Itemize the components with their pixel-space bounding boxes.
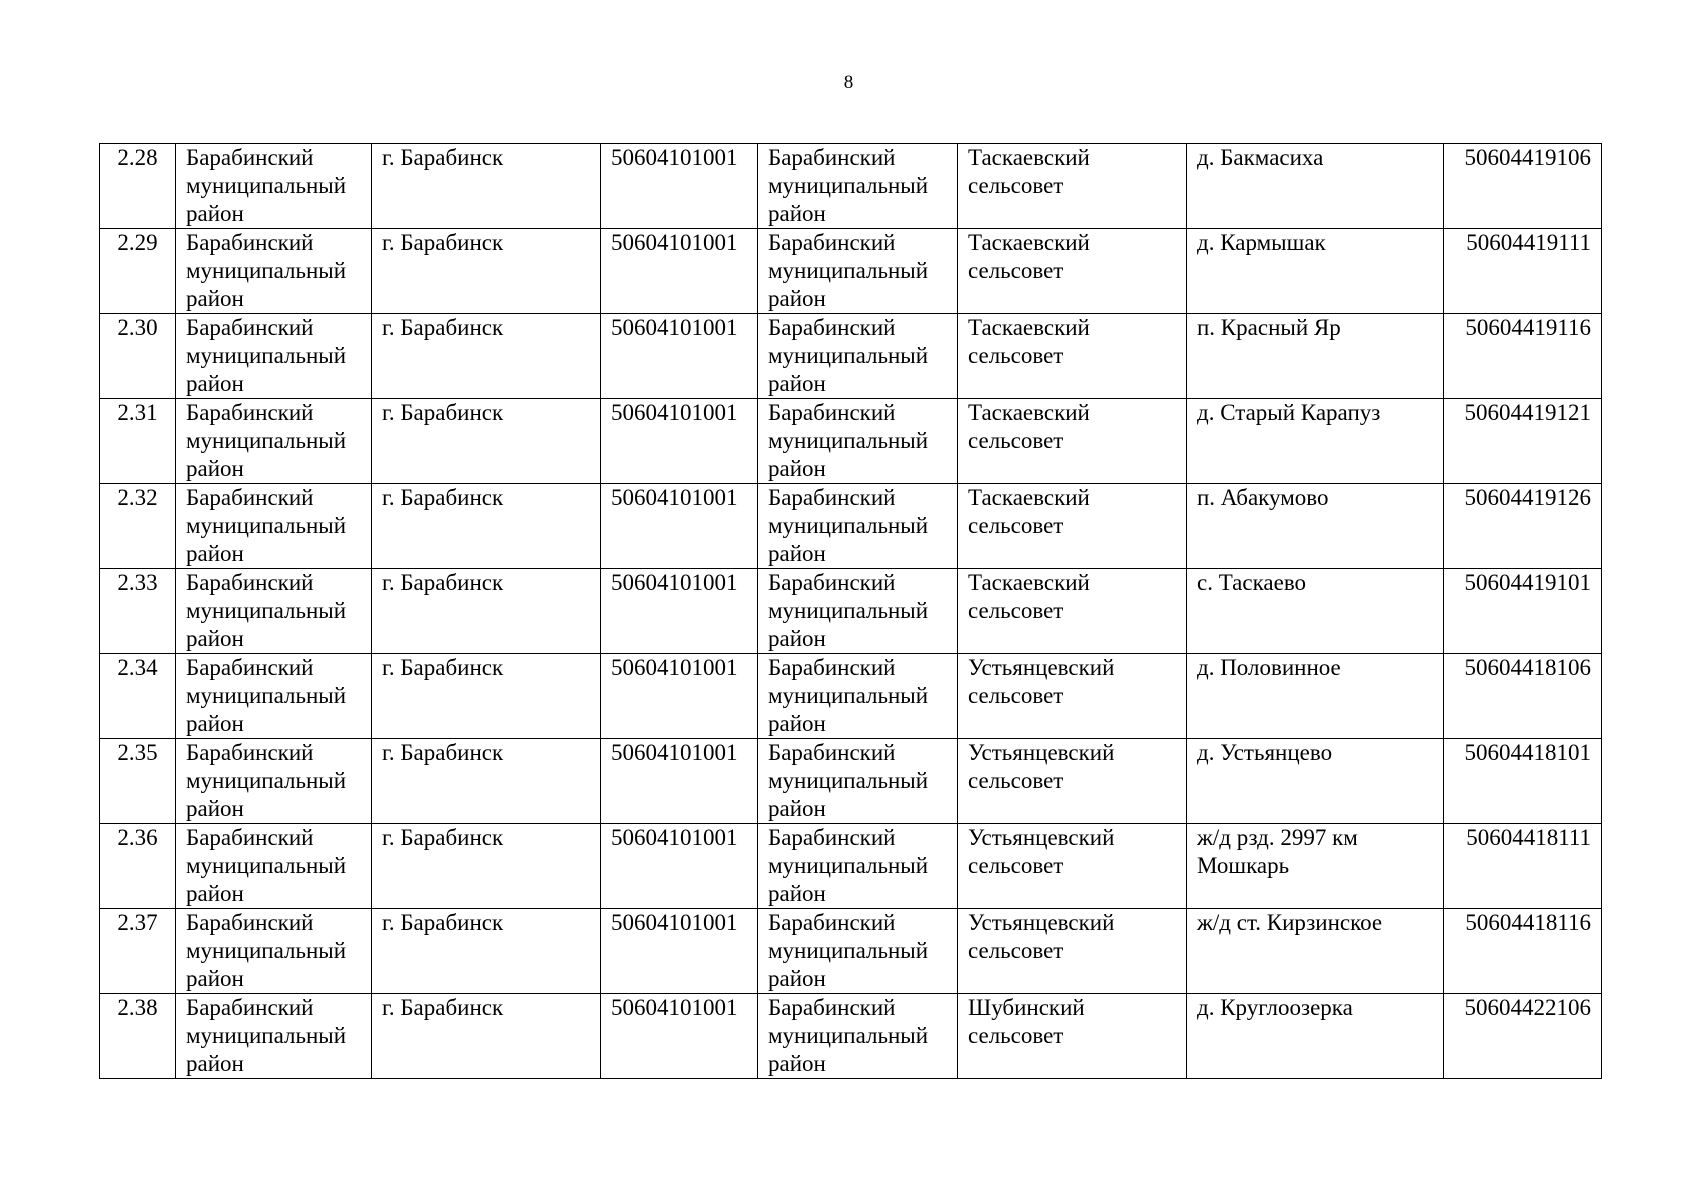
cell-text: 50604101001 <box>611 315 738 340</box>
table-row <box>100 739 1602 824</box>
municipal-district-2-cell <box>758 994 958 1079</box>
cell-text: 50604418106 <box>1464 655 1591 680</box>
city-cell <box>372 399 601 484</box>
cell-text: Таскаевский сельсовет <box>968 400 1090 453</box>
cell-text: Барабинский муниципальный район <box>768 570 929 651</box>
table-body <box>100 144 1602 1079</box>
municipal-district-2-cell <box>758 654 958 739</box>
municipal-district-cell <box>176 739 372 824</box>
cell-text: 2.32 <box>117 485 158 510</box>
cell-text: 2.37 <box>117 910 158 935</box>
municipal-district-cell <box>176 569 372 654</box>
cell-text: 50604101001 <box>611 485 738 510</box>
row-number-cell <box>100 824 176 909</box>
cell-text: 50604419126 <box>1464 485 1591 510</box>
city-code-cell <box>601 484 758 569</box>
row-number-cell <box>100 654 176 739</box>
cell-text: 50604419111 <box>1466 230 1591 255</box>
table-row <box>100 654 1602 739</box>
cell-text: 2.36 <box>117 825 158 850</box>
city-cell <box>372 484 601 569</box>
settlement-code-cell <box>1444 144 1602 229</box>
cell-text: Таскаевский сельсовет <box>968 485 1090 538</box>
city-cell <box>372 144 601 229</box>
city-code-cell <box>601 994 758 1079</box>
city-code-cell <box>601 314 758 399</box>
settlement-cell <box>1187 484 1444 569</box>
city-code-cell <box>601 399 758 484</box>
cell-text: Устьянцевский сельсовет <box>968 910 1115 963</box>
cell-text: д. Устьянцево <box>1197 740 1333 765</box>
settlement-cell <box>1187 569 1444 654</box>
cell-text: д. Круглоозерка <box>1197 995 1353 1020</box>
settlement-cell <box>1187 739 1444 824</box>
municipal-district-2-cell <box>758 569 958 654</box>
cell-text: Барабинский муниципальный район <box>768 740 929 821</box>
cell-text: п. Абакумово <box>1197 485 1329 510</box>
rural-council-cell <box>958 994 1187 1079</box>
table-row <box>100 314 1602 399</box>
table-row <box>100 229 1602 314</box>
cell-text: 2.33 <box>117 570 158 595</box>
city-code-cell <box>601 229 758 314</box>
cell-text: п. Красный Яр <box>1197 315 1341 340</box>
settlement-code-cell <box>1444 824 1602 909</box>
rural-council-cell <box>958 739 1187 824</box>
settlement-code-cell <box>1444 484 1602 569</box>
cell-text: Барабинский муниципальный район <box>186 655 347 736</box>
cell-text: Барабинский муниципальный район <box>768 995 929 1076</box>
rural-council-cell <box>958 569 1187 654</box>
cell-text: 50604101001 <box>611 740 738 765</box>
cell-text: 50604101001 <box>611 400 738 425</box>
municipal-district-2-cell <box>758 909 958 994</box>
cell-text: Барабинский муниципальный район <box>768 655 929 736</box>
cell-text: 2.29 <box>117 230 158 255</box>
cell-text: Барабинский муниципальный район <box>186 570 347 651</box>
cell-text: Устьянцевский сельсовет <box>968 825 1115 878</box>
municipal-district-cell <box>176 484 372 569</box>
settlement-cell <box>1187 144 1444 229</box>
settlement-code-cell <box>1444 569 1602 654</box>
cell-text: 2.34 <box>117 655 158 680</box>
table-row <box>100 994 1602 1079</box>
cell-text: д. Старый Карапуз <box>1197 400 1381 425</box>
rural-council-cell <box>958 909 1187 994</box>
cell-text: Барабинский муниципальный район <box>768 400 929 481</box>
cell-text: 2.31 <box>117 400 158 425</box>
cell-text: 50604422106 <box>1464 995 1591 1020</box>
cell-text: Барабинский муниципальный район <box>768 230 929 311</box>
municipal-district-2-cell <box>758 314 958 399</box>
city-cell <box>372 314 601 399</box>
table-row <box>100 824 1602 909</box>
municipal-district-2-cell <box>758 399 958 484</box>
municipal-district-cell <box>176 144 372 229</box>
cell-text: 50604101001 <box>611 825 738 850</box>
city-code-cell <box>601 654 758 739</box>
cell-text: Барабинский муниципальный район <box>768 315 929 396</box>
cell-text: с. Таскаево <box>1197 570 1307 595</box>
cell-text: г. Барабинск <box>382 570 504 595</box>
cell-text: Барабинский муниципальный район <box>186 485 347 566</box>
city-code-cell <box>601 824 758 909</box>
cell-text: Таскаевский сельсовет <box>968 230 1090 283</box>
city-cell <box>372 824 601 909</box>
page-number: 8 <box>843 72 854 93</box>
row-number-cell <box>100 484 176 569</box>
settlement-code-cell <box>1444 314 1602 399</box>
settlement-cell <box>1187 994 1444 1079</box>
cell-text: 2.38 <box>117 995 158 1020</box>
municipal-district-cell <box>176 994 372 1079</box>
city-cell <box>372 569 601 654</box>
cell-text: 50604101001 <box>611 910 738 935</box>
city-cell <box>372 654 601 739</box>
cell-text: д. Половинное <box>1197 655 1341 680</box>
rural-council-cell <box>958 314 1187 399</box>
cell-text: 2.35 <box>117 740 158 765</box>
row-number-cell <box>100 144 176 229</box>
cell-text: Барабинский муниципальный район <box>186 400 347 481</box>
municipal-district-2-cell <box>758 739 958 824</box>
municipal-district-cell <box>176 229 372 314</box>
rural-council-cell <box>958 484 1187 569</box>
table-row <box>100 909 1602 994</box>
table-row <box>100 569 1602 654</box>
municipal-district-cell <box>176 314 372 399</box>
municipal-district-2-cell <box>758 824 958 909</box>
cell-text: ж/д ст. Кирзинское <box>1197 910 1383 935</box>
cell-text: г. Барабинск <box>382 230 504 255</box>
settlement-cell <box>1187 399 1444 484</box>
cell-text: Барабинский муниципальный район <box>186 145 347 226</box>
cell-text: Барабинский муниципальный район <box>186 910 347 991</box>
cell-text: Устьянцевский сельсовет <box>968 740 1115 793</box>
row-number-cell <box>100 909 176 994</box>
municipal-district-2-cell <box>758 144 958 229</box>
cell-text: Барабинский муниципальный район <box>186 230 347 311</box>
settlement-cell <box>1187 654 1444 739</box>
cell-text: 2.28 <box>117 145 158 170</box>
city-cell <box>372 909 601 994</box>
rural-council-cell <box>958 229 1187 314</box>
table-row <box>100 144 1602 229</box>
table-row <box>100 399 1602 484</box>
municipal-district-cell <box>176 824 372 909</box>
settlement-code-cell <box>1444 399 1602 484</box>
cell-text: 50604101001 <box>611 570 738 595</box>
cell-text: Устьянцевский сельсовет <box>968 655 1115 708</box>
settlement-cell <box>1187 314 1444 399</box>
cell-text: г. Барабинск <box>382 145 504 170</box>
municipal-district-2-cell <box>758 484 958 569</box>
settlement-code-cell <box>1444 229 1602 314</box>
cell-text: 50604419121 <box>1464 400 1591 425</box>
row-number-cell <box>100 314 176 399</box>
cell-text: Барабинский муниципальный район <box>186 825 347 906</box>
cell-text: ж/д рзд. 2997 км Мошкарь <box>1197 825 1358 878</box>
cell-text: Барабинский муниципальный район <box>768 485 929 566</box>
rural-council-cell <box>958 654 1187 739</box>
municipal-district-2-cell <box>758 229 958 314</box>
cell-text: Барабинский муниципальный район <box>186 315 347 396</box>
row-number-cell <box>100 739 176 824</box>
cell-text: 50604418101 <box>1464 740 1591 765</box>
row-number-cell <box>100 399 176 484</box>
cell-text: Таскаевский сельсовет <box>968 145 1090 198</box>
cell-text: 50604101001 <box>611 995 738 1020</box>
cell-text: Таскаевский сельсовет <box>968 570 1090 623</box>
city-cell <box>372 739 601 824</box>
cell-text: г. Барабинск <box>382 315 504 340</box>
cell-text: 2.30 <box>117 315 158 340</box>
settlement-code-cell <box>1444 909 1602 994</box>
cell-text: Барабинский муниципальный район <box>768 825 929 906</box>
settlement-cell <box>1187 229 1444 314</box>
city-code-cell <box>601 909 758 994</box>
city-cell <box>372 229 601 314</box>
settlement-cell <box>1187 824 1444 909</box>
municipal-district-cell <box>176 909 372 994</box>
city-cell <box>372 994 601 1079</box>
cell-text: Барабинский муниципальный район <box>768 910 929 991</box>
city-code-cell <box>601 569 758 654</box>
cell-text: г. Барабинск <box>382 485 504 510</box>
cell-text: Таскаевский сельсовет <box>968 315 1090 368</box>
row-number-cell <box>100 994 176 1079</box>
settlement-code-cell <box>1444 654 1602 739</box>
cell-text: 50604418111 <box>1466 825 1591 850</box>
cell-text: г. Барабинск <box>382 655 504 680</box>
cell-text: г. Барабинск <box>382 825 504 850</box>
city-code-cell <box>601 739 758 824</box>
table-row <box>100 484 1602 569</box>
cell-text: 50604101001 <box>611 145 738 170</box>
settlement-cell <box>1187 909 1444 994</box>
rural-council-cell <box>958 144 1187 229</box>
rural-council-cell <box>958 399 1187 484</box>
cell-text: Шубинский сельсовет <box>968 995 1085 1048</box>
row-number-cell <box>100 229 176 314</box>
municipal-district-cell <box>176 654 372 739</box>
cell-text: г. Барабинск <box>382 740 504 765</box>
settlements-table <box>99 143 1602 1079</box>
rural-council-cell <box>958 824 1187 909</box>
cell-text: д. Кармышак <box>1197 230 1326 255</box>
cell-text: 50604419116 <box>1465 315 1591 340</box>
cell-text: 50604419106 <box>1464 145 1591 170</box>
settlement-code-cell <box>1444 739 1602 824</box>
cell-text: г. Барабинск <box>382 400 504 425</box>
cell-text: 50604101001 <box>611 230 738 255</box>
cell-text: 50604101001 <box>611 655 738 680</box>
cell-text: Барабинский муниципальный район <box>186 740 347 821</box>
cell-text: 50604418116 <box>1465 910 1591 935</box>
row-number-cell <box>100 569 176 654</box>
cell-text: Барабинский муниципальный район <box>768 145 929 226</box>
settlement-code-cell <box>1444 994 1602 1079</box>
cell-text: Барабинский муниципальный район <box>186 995 347 1076</box>
cell-text: г. Барабинск <box>382 995 504 1020</box>
city-code-cell <box>601 144 758 229</box>
municipal-district-cell <box>176 399 372 484</box>
cell-text: 50604419101 <box>1464 570 1591 595</box>
cell-text: г. Барабинск <box>382 910 504 935</box>
cell-text: д. Бакмасиха <box>1197 145 1324 170</box>
